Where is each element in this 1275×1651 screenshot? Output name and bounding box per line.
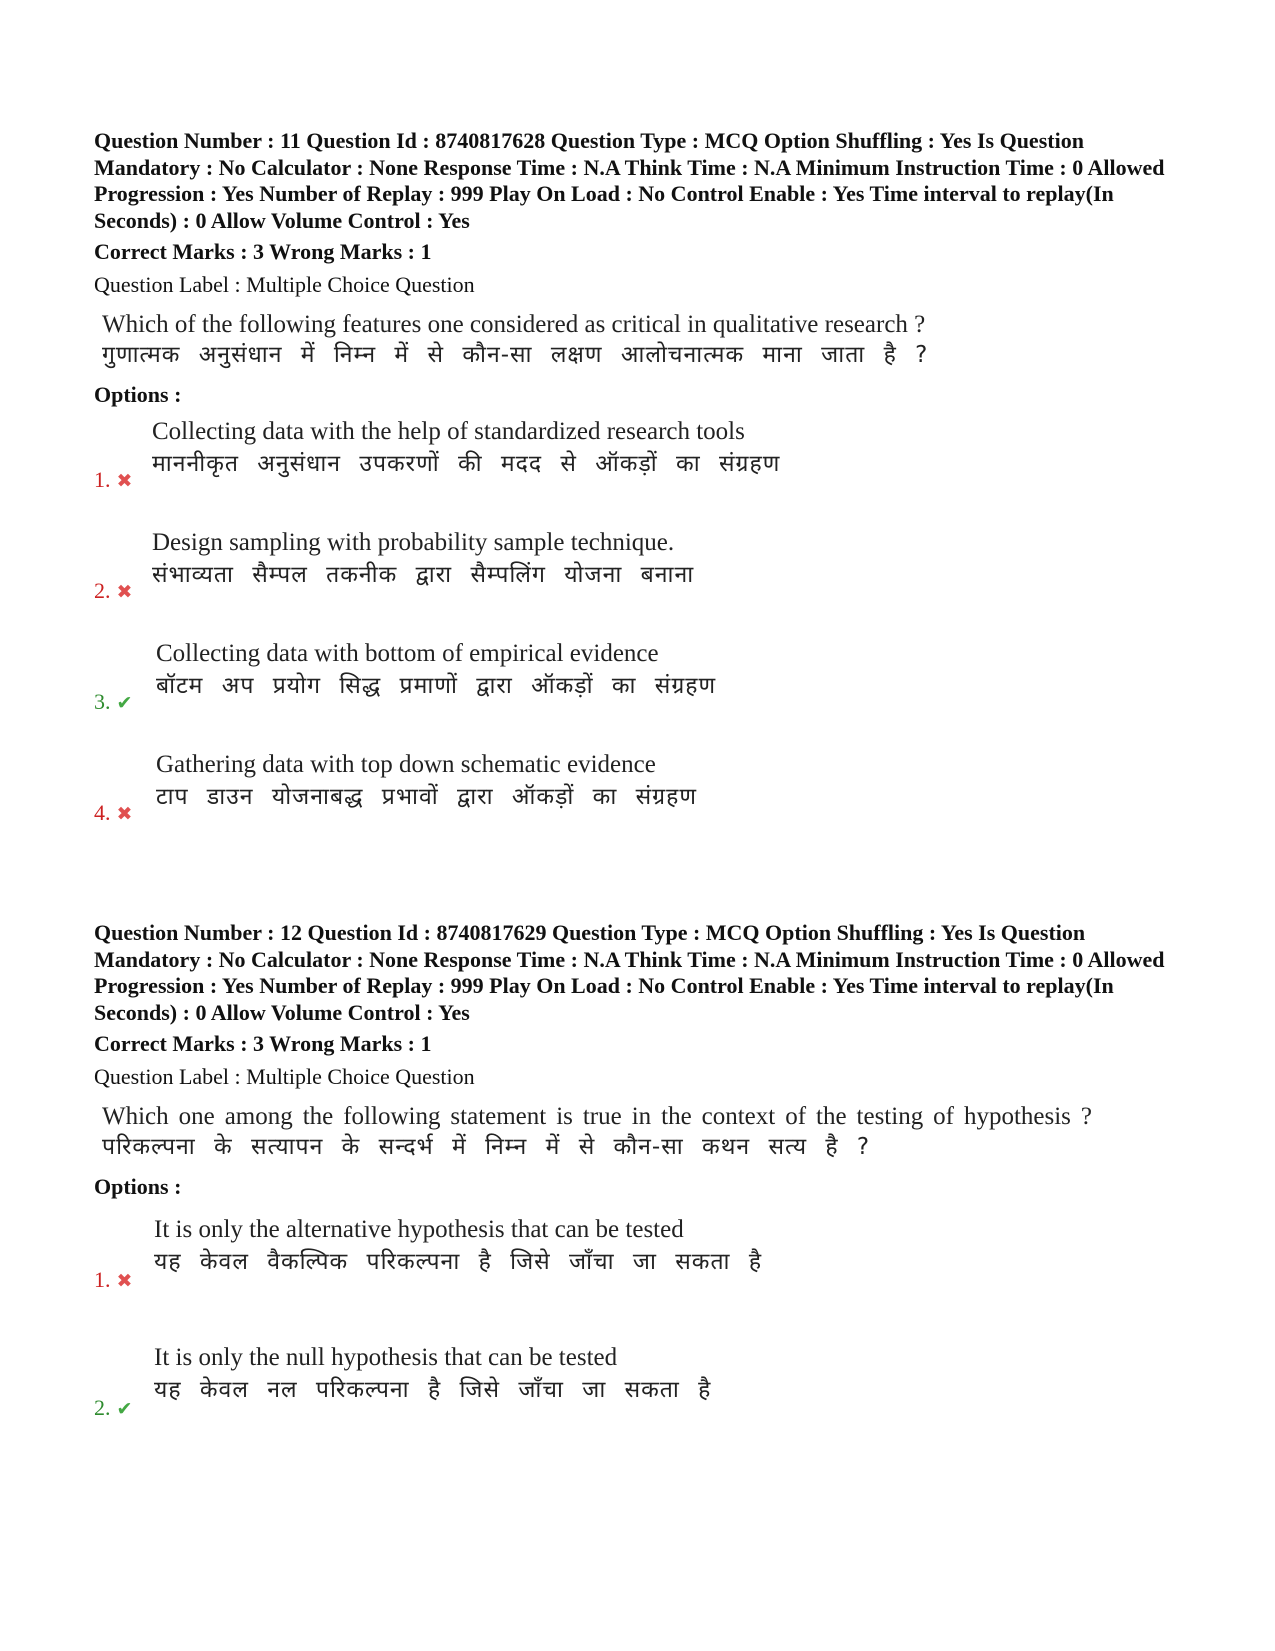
wrong-cross-icon: ✖ [116, 581, 133, 603]
option-2 [94, 1328, 1194, 1456]
question-text-hindi: गुणात्मक अनुसंधान में निम्न में से कौन-सा लक्षण आलोचनात्मक माना जाता है ? [102, 342, 929, 368]
correct-check-icon: ✔ [116, 692, 133, 714]
question-text [94, 1102, 1194, 1162]
question-label: Question Label : Multiple Choice Question [94, 272, 475, 297]
question-text-hindi: परिकल्पना के सत्यापन के सन्दर्भ में निम्न में से कौन-सा कथन सत्य है ? [102, 1134, 871, 1160]
correct-check-icon: ✔ [116, 1398, 133, 1420]
options-heading: Options : [94, 1174, 182, 1199]
question-meta: Question Number : 11 Question Id : 8740817628 Question Type : MCQ Option Shuffling : Yes Is Question Mandatory : No Calculator : None Response Time : N.A Think Time : N.A Minimum Instruction Time : 0 Allowed Progression : Yes Number of Replay : 999 Play On Load : No Control Enable : Yes Time interval to replay(In Seconds) : 0 Allow Volume Control : Yes [94, 128, 1165, 233]
question-label: Question Label : Multiple Choice Question [94, 1064, 475, 1089]
option-1 [94, 408, 1194, 519]
option-number: 3. [94, 689, 111, 714]
wrong-cross-icon: ✖ [116, 803, 133, 825]
option-text-english: Design sampling with probability sample technique. [152, 529, 675, 556]
option-text-english: Collecting data with bottom of empirical evidence [156, 640, 659, 667]
question-text-english: Which of the following features one considered as critical in qualitative research ? [102, 311, 926, 338]
option-text-hindi: यह केवल वैकल्पिक परिकल्पना है जिसे जाँचा जा सकता है [154, 1249, 763, 1275]
question-marks: Correct Marks : 3 Wrong Marks : 1 [94, 1031, 432, 1056]
option-number: 4. [94, 800, 111, 825]
option-text-hindi: बॉटम अप प्रयोग सिद्ध प्रमाणों द्वारा ऑकड़ों का संग्रहण [156, 673, 717, 699]
option-text-hindi: संभाव्यता सैम्पल तकनीक द्वारा सैम्पलिंग योजना बनाना [152, 562, 695, 588]
option-3 [94, 630, 1194, 741]
option-4 [94, 741, 1194, 852]
question-text [94, 310, 1194, 370]
option-text-english: Gathering data with top down schematic evidence [156, 751, 656, 778]
wrong-cross-icon: ✖ [116, 470, 133, 492]
option-1 [94, 1200, 1194, 1328]
options-heading: Options : [94, 382, 182, 407]
option-text-english: Collecting data with the help of standardized research tools [152, 418, 745, 445]
question-block-11 [94, 128, 1194, 852]
question-block-12 [94, 920, 1194, 1456]
option-text-english: It is only the null hypothesis that can be tested [154, 1344, 618, 1371]
question-text-english: Which one among the following statement is true in the context of the testing of hypothesis ? [102, 1103, 1092, 1130]
option-number: 1. [94, 1267, 111, 1292]
option-text-hindi: टाप डाउन योजनाबद्ध प्रभावों द्वारा ऑकड़ों का संग्रहण [156, 784, 697, 810]
option-text-english: It is only the alternative hypothesis that can be tested [154, 1216, 684, 1243]
option-number: 2. [94, 578, 111, 603]
option-number: 1. [94, 467, 111, 492]
question-marks: Correct Marks : 3 Wrong Marks : 1 [94, 239, 432, 264]
option-2 [94, 519, 1194, 630]
question-meta: Question Number : 12 Question Id : 8740817629 Question Type : MCQ Option Shuffling : Yes Is Question Mandatory : No Calculator : None Response Time : N.A Think Time : N.A Minimum Instruction Time : 0 Allowed Progression : Yes Number of Replay : 999 Play On Load : No Control Enable : Yes Time interval to replay(In Seconds) : 0 Allow Volume Control : Yes [94, 920, 1165, 1025]
option-number: 2. [94, 1395, 111, 1420]
option-text-hindi: यह केवल नल परिकल्पना है जिसे जाँचा जा सकता है [154, 1377, 712, 1403]
wrong-cross-icon: ✖ [116, 1270, 133, 1292]
option-text-hindi: माननीकृत अनुसंधान उपकरणों की मदद से ऑकड़ों का संग्रहण [152, 451, 781, 477]
